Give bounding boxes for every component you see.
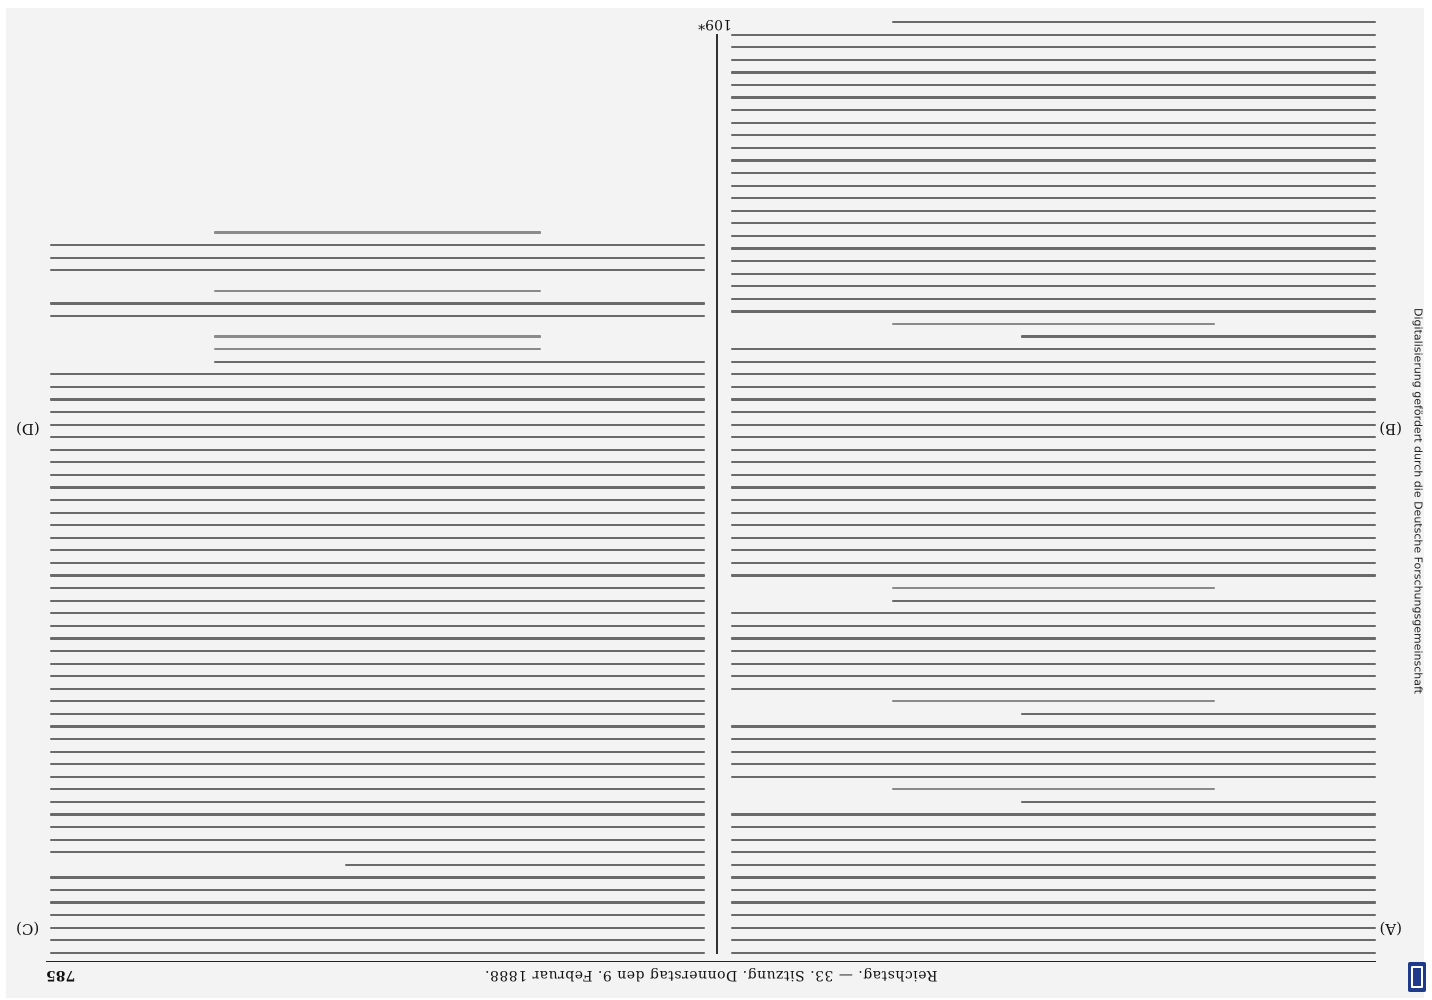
- margin-marker-a: (A): [1379, 920, 1402, 938]
- dfg-logo: [1408, 962, 1426, 992]
- page-number: 785: [46, 967, 76, 983]
- margin-marker-d: (D): [16, 420, 40, 438]
- column-divider: [717, 34, 719, 954]
- credit-text: Digitalisierung gefördert durch die Deutsche Forschungsgemeinschaft: [1411, 308, 1425, 694]
- footer-number: 109*: [698, 16, 732, 32]
- page-paper: [6, 8, 1424, 998]
- text-column-left: [731, 34, 1376, 954]
- text-column-right: [50, 34, 705, 954]
- margin-marker-b: (B): [1379, 420, 1402, 438]
- running-title: Reichstag. — 33. Sitzung. Donnerstag den 9. Februar 1888.: [484, 967, 938, 983]
- margin-marker-c: (C): [16, 920, 40, 938]
- page-header: [46, 961, 1376, 984]
- digitization-credit: [1407, 6, 1429, 996]
